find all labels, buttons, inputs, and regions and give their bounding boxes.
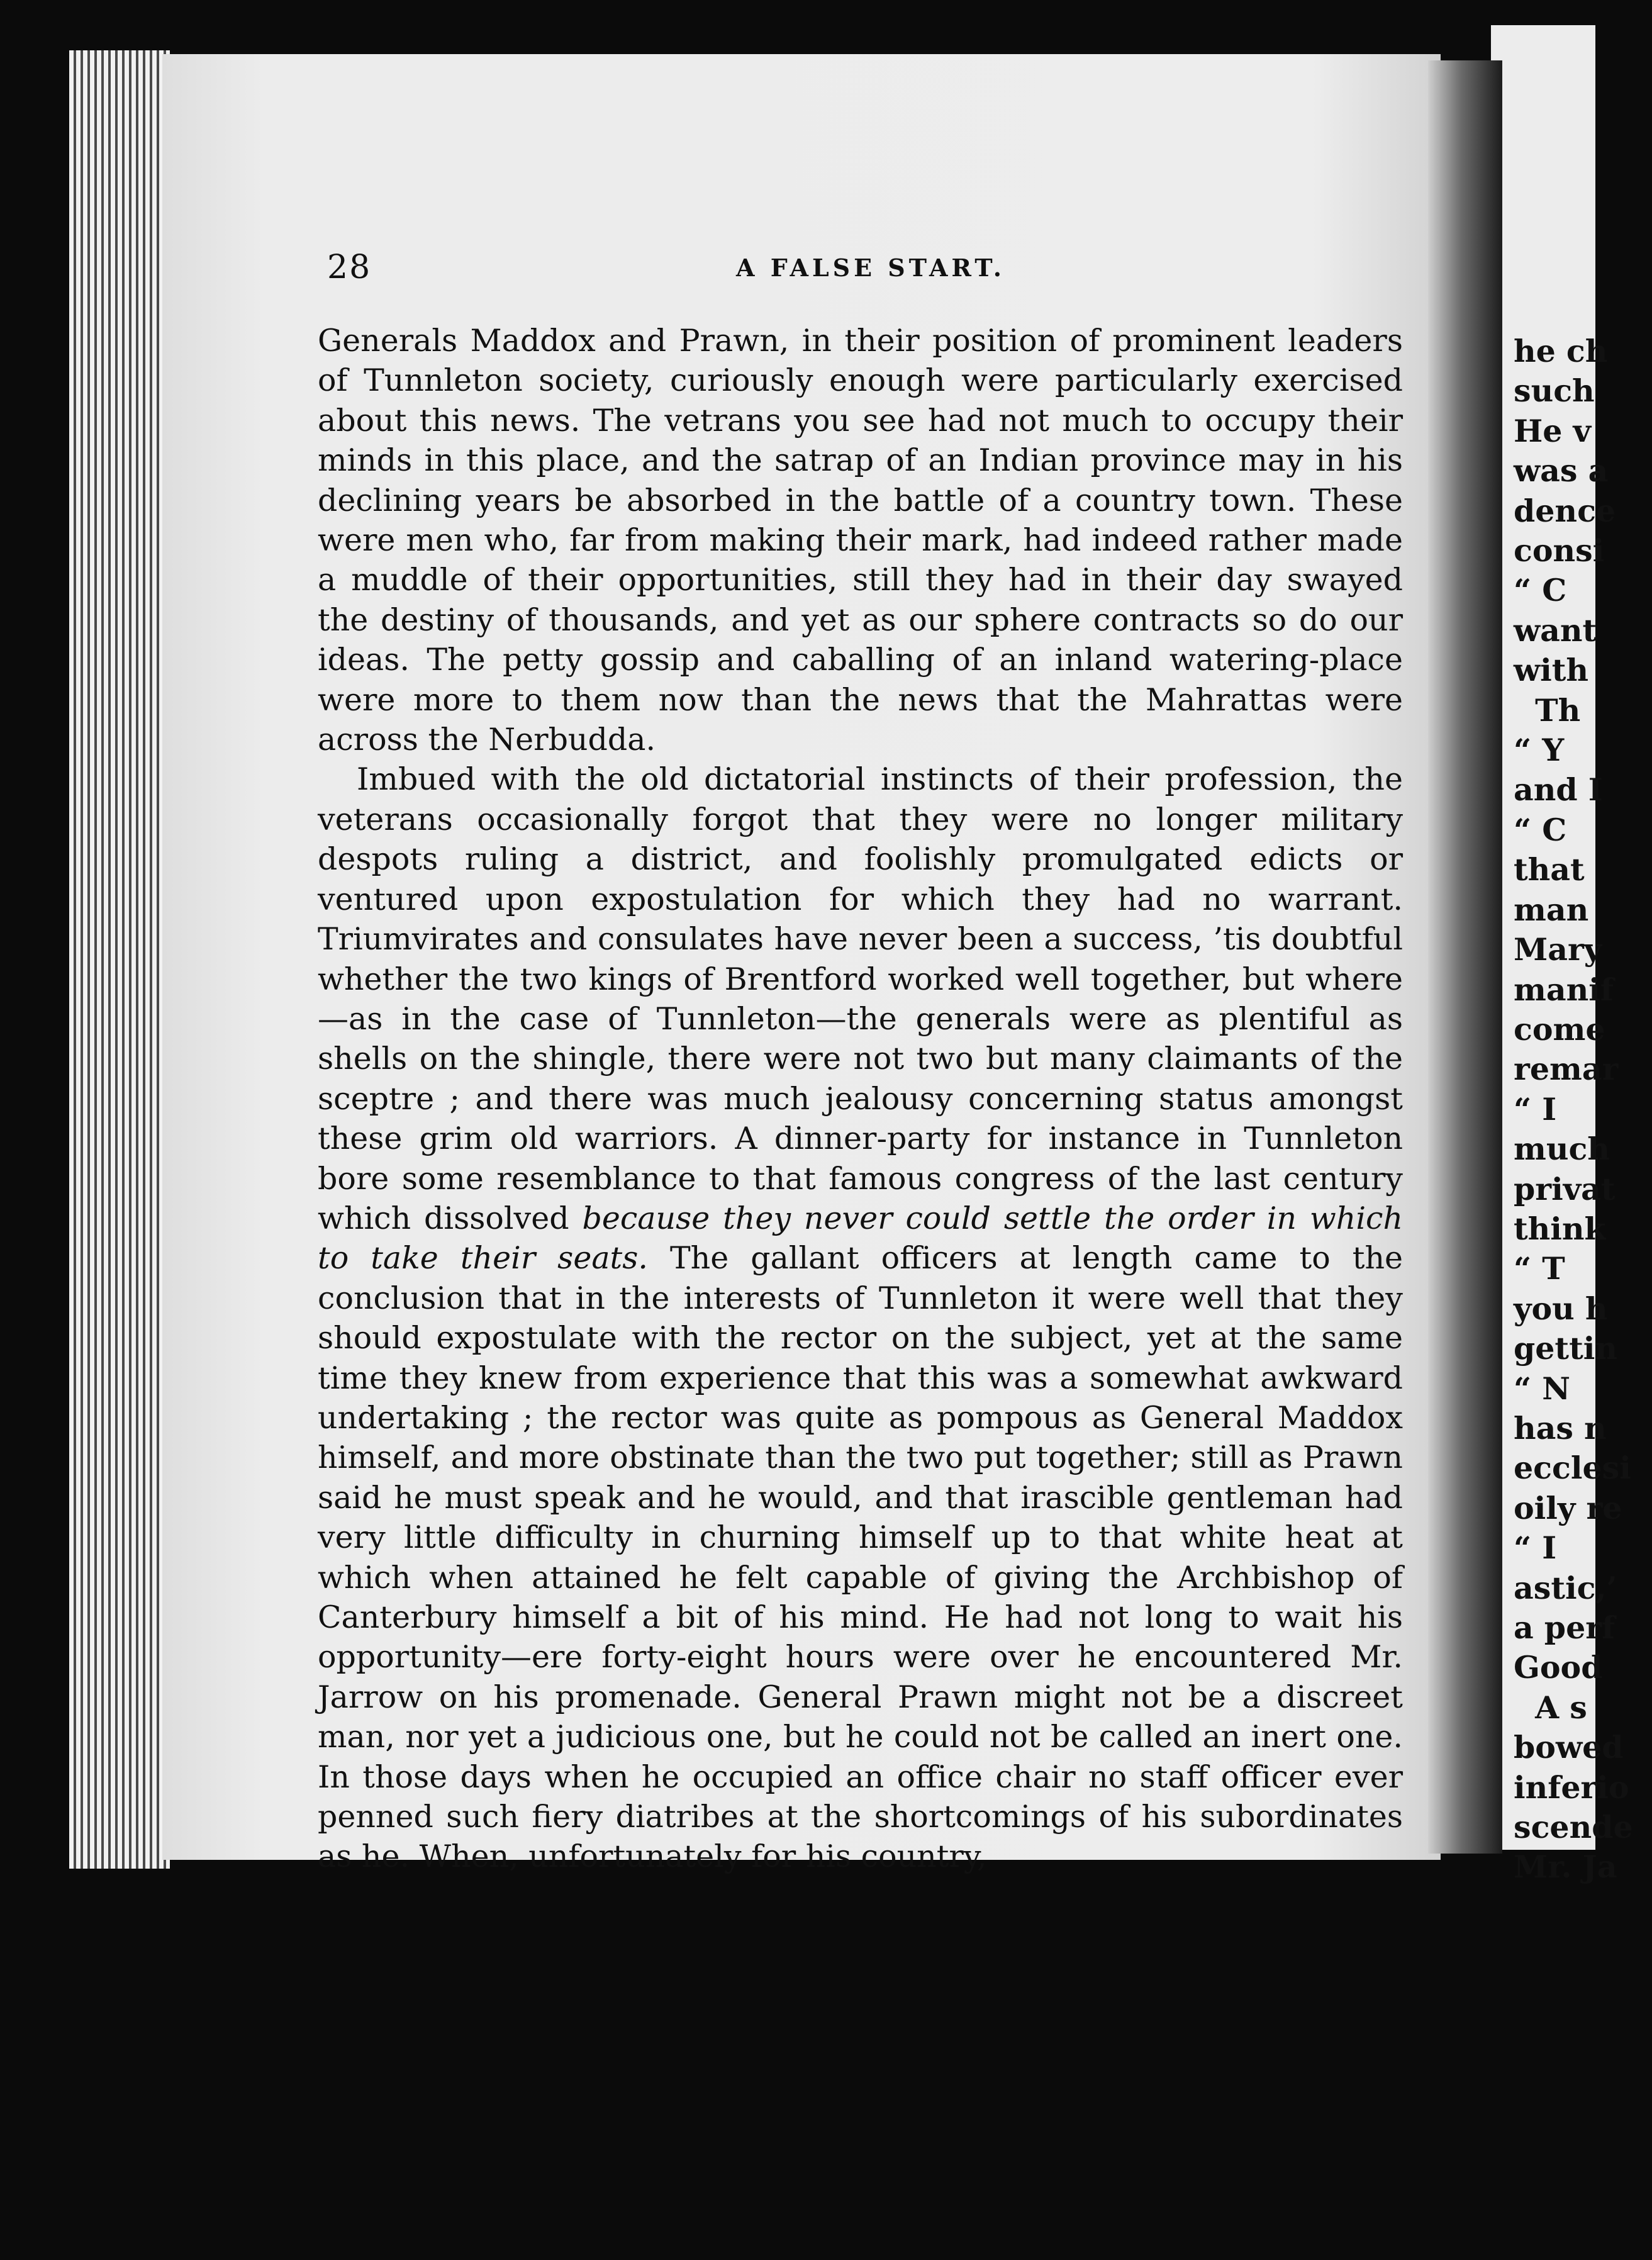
book-spine-shadow: [1428, 60, 1502, 1854]
page-number: 28: [327, 249, 372, 286]
paragraph-2: [318, 759, 1403, 1876]
facing-page-text: he ch such He v was a dence consi “ C want with Th “ Y and I “ C that man Mary manif come remar “ I much privat think “ T you h gettin “ N has n ecclesi oily re “ I astic,’ a perf Good A s bowed inferio scende Mr. Ja: [1514, 333, 1633, 1886]
italic-phrase: because they never could settle the order in which to take their seats.: [318, 1200, 1404, 1277]
facing-page: [1491, 25, 1633, 1886]
body-text: [318, 321, 1403, 1877]
running-head: [327, 249, 1403, 293]
paragraph-text: Generals Maddox and Prawn, in their position of prominent leaders of Tunnleton society, curiously enough were particularly exercised about this news. The vetrans you see had not much to occupy their minds in this place, and the satrap of an Indian province may in his declining years be absorbed in the battle of a country town. These were men who, far from making their mark, had indeed rather made a muddle of their opportunities, still they had in their day swayed the destiny of thousands, and yet as our sphere contracts so do our ideas. The petty gossip and caballing of an inland watering-place were more to them now than the news that the Mahrattas were across the Nerbudda.: [318, 323, 1403, 758]
paragraph-text: Imbued with the old dictatorial instincts of their profession, the veterans occasionally forgot that they were no longer military despots ruling a district, and foolishly promulgated edicts or ventured upon expostulation for which they had no warrant. Triumvirates and consulates have never been a success, ’tis doubtful whether the two kings of Brentford worked well together, but where—as in the case of Tunnleton—the generals were as plentiful as shells on the shingle, there were not two but many claimants of the sceptre ; and there was much jealousy concerning status amongst these grim old warriors. A dinner-party for instance in Tunnleton bore some resemblance to that famous congress of the last century which dissolved: [318, 761, 1403, 1236]
paragraph-1: [318, 321, 1403, 759]
paragraph-text-continued: The gallant officers at length came to the conclusion that in the interests of Tunnleton it were well that they should expostulate with the rector on the subject, yet at the same time they knew from experience that this was a somewhat awkward undertaking ; the rector was quite as pompous as General Maddox himself, and more obstinate than the two put together; still as Prawn said he must speak and he would, and that irascible gentleman had very little difficulty in churning himself up to that white heat at which when attained he felt capable of giving the Archbishop of Canterbury himself a bit of his mind. He had not long to wait his opportunity—ere forty-eight hours were over he encountered Mr. Jarrow on his promenade. General Prawn might not be a discreet man, nor yet a judicious one, but he could not be called an inert one. In those days when he occupied an office chair no staff officer ever penned such fiery diatribes at the shortcomings of his subordinates as he. When, unfortunately for his country,: [318, 1240, 1404, 1875]
book-page-edges: [69, 50, 170, 1869]
chapter-title: A FALSE START.: [736, 254, 1005, 282]
